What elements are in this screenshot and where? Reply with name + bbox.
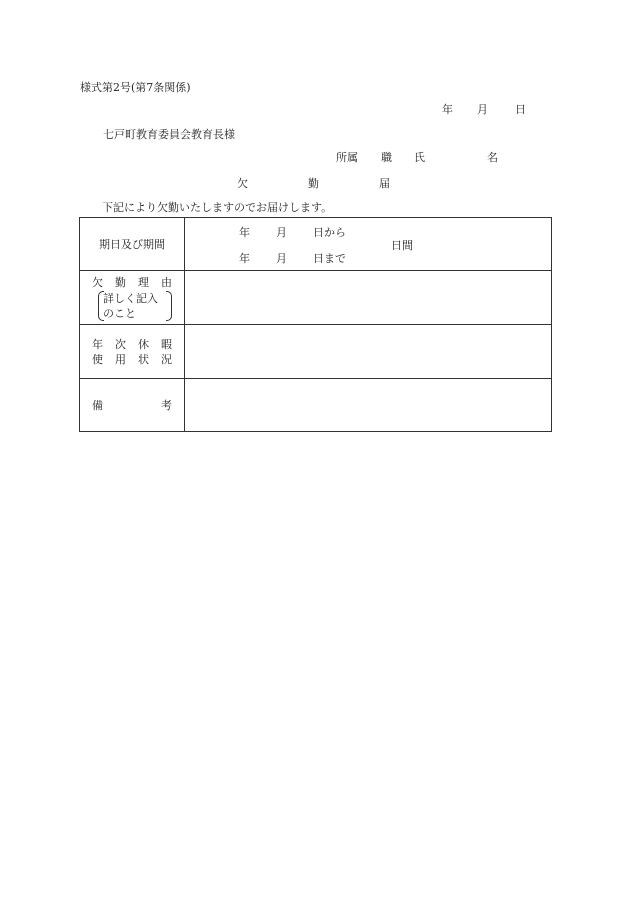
- period-cell[interactable]: [185, 218, 552, 271]
- table-row-period: [80, 218, 552, 271]
- document-title: [237, 177, 390, 191]
- applicant-affiliation: 所属: [336, 151, 358, 164]
- reason-char: 理: [138, 275, 149, 289]
- date-month: 月: [477, 103, 488, 116]
- period-to-line: [239, 250, 346, 266]
- form-number: 様式第2号(第7条関係): [80, 81, 191, 94]
- applicant-position: 職: [381, 151, 392, 164]
- leave-char: 暇: [161, 337, 172, 351]
- remarks-char: 備: [92, 398, 103, 412]
- applicant-name-1: 氏: [414, 151, 425, 164]
- period-from-month: 月: [276, 226, 287, 239]
- table-row-reason: [80, 271, 552, 325]
- period-to-suffix: 日まで: [313, 252, 346, 265]
- leave-cell[interactable]: [185, 325, 552, 379]
- reason-note-bracket: [98, 291, 172, 321]
- intro-text: 下記により欠勤いたしますのでお届けします。: [102, 201, 333, 214]
- applicant-name-2: 名: [487, 151, 498, 164]
- title-char-1: 欠: [237, 177, 248, 190]
- leave-char: 使: [92, 352, 103, 366]
- reason-note-2: のこと: [103, 306, 136, 320]
- reason-note-1: 詳しく記入: [103, 291, 158, 305]
- remarks-char: 考: [161, 398, 172, 412]
- reason-label: [80, 271, 185, 325]
- remarks-label-title: [92, 398, 172, 413]
- title-char-3: 届: [379, 177, 390, 190]
- applicant-line: [336, 151, 498, 165]
- period-to-month: 月: [276, 252, 287, 265]
- reason-char: 欠: [92, 275, 103, 289]
- leave-char: 次: [115, 337, 126, 351]
- period-from-suffix: 日から: [313, 226, 346, 239]
- reason-char: 勤: [115, 275, 126, 289]
- period-from-line: [239, 224, 346, 240]
- date-day: 日: [515, 103, 526, 116]
- leave-char: 況: [161, 352, 172, 366]
- leave-char: 用: [115, 352, 126, 366]
- title-char-2: 勤: [308, 177, 319, 190]
- leave-label-line1: [92, 337, 172, 352]
- date-line: [442, 103, 526, 117]
- reason-label-title: [92, 275, 172, 290]
- leave-char: 休: [138, 337, 149, 351]
- absence-form-table: [79, 217, 552, 432]
- period-to-year: 年: [239, 252, 250, 265]
- leave-char: 状: [138, 352, 149, 366]
- period-label: 期日及び期間: [80, 218, 185, 271]
- reason-char: 由: [161, 275, 172, 289]
- addressee: 七戸町教育委員会教育長様: [103, 128, 235, 141]
- date-year: 年: [442, 103, 453, 116]
- table-row-leave: [80, 325, 552, 379]
- leave-label-line2: [92, 352, 172, 367]
- remarks-cell[interactable]: [185, 379, 552, 432]
- period-days: 日間: [391, 239, 413, 252]
- leave-char: 年: [92, 337, 103, 351]
- table-row-remarks: [80, 379, 552, 432]
- leave-label: [80, 325, 185, 379]
- reason-cell[interactable]: [185, 271, 552, 325]
- period-from-year: 年: [239, 226, 250, 239]
- remarks-label: [80, 379, 185, 432]
